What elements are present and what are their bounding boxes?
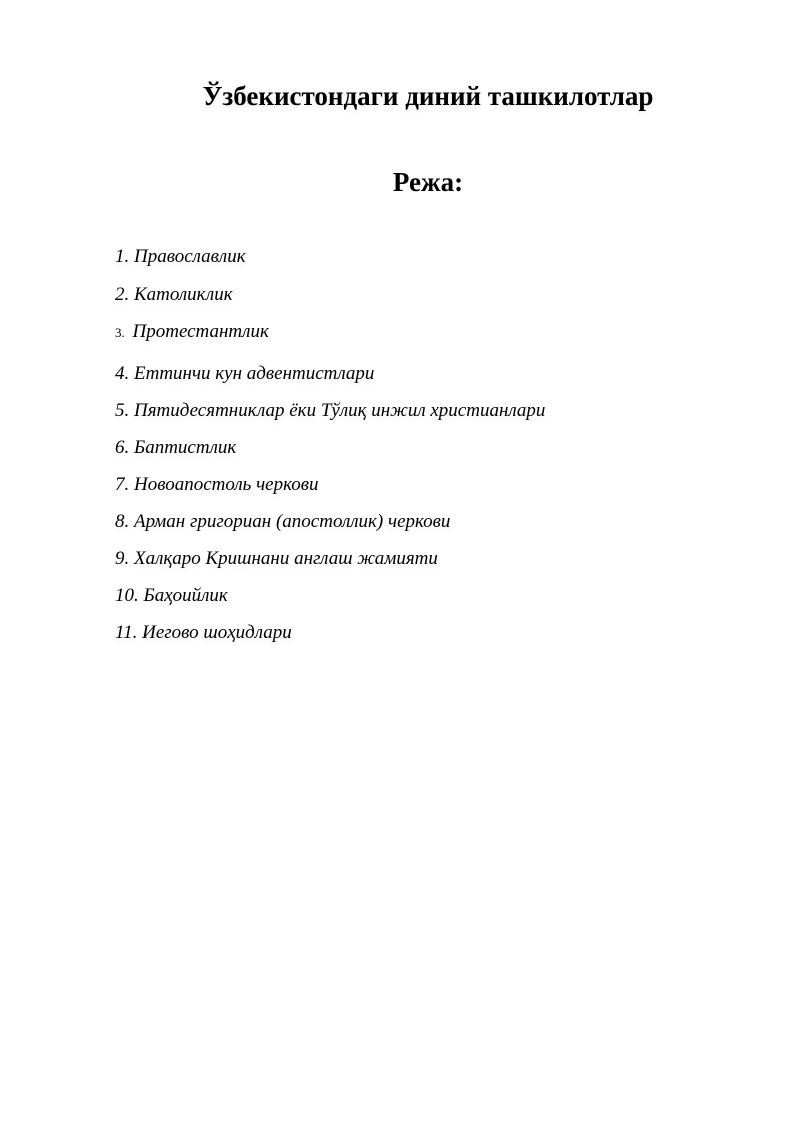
plan-item-text: Пятидесятниклар ёки Тўлиқ инжил христианлари <box>134 400 546 421</box>
plan-item-text: Баҳоийлик <box>143 585 228 606</box>
plan-item <box>115 583 228 609</box>
plan-item <box>115 244 246 270</box>
plan-item <box>115 509 450 535</box>
plan-item <box>115 282 233 308</box>
plan-item-number: 4. <box>115 363 130 384</box>
plan-item-text: Баптистлик <box>134 437 237 458</box>
plan-item-text: Протестантлик <box>132 321 269 342</box>
plan-item-text: Иегово шоҳидлари <box>142 622 292 643</box>
plan-item-number: 9. <box>115 548 130 569</box>
plan-item <box>115 620 292 646</box>
plan-item-text: Католиклик <box>134 284 233 305</box>
plan-item <box>115 319 269 346</box>
plan-item <box>115 546 438 572</box>
plan-heading: Режа: <box>392 167 464 197</box>
plan-item-number: 10. <box>115 585 139 606</box>
plan-item-text: Православлик <box>134 246 246 267</box>
plan-item <box>115 472 319 498</box>
plan-item-number: 2. <box>115 284 130 305</box>
plan-item-text: Новоапостоль черкови <box>134 474 319 495</box>
plan-item-number: 11. <box>115 622 138 643</box>
plan-item <box>115 435 236 461</box>
plan-item-number: 8. <box>115 511 130 532</box>
document-title: Ўзбекистондаги диний ташкилотлар <box>202 81 654 111</box>
plan-item <box>115 361 374 387</box>
plan-item-text: Арман григориан (апостоллик) черкови <box>134 511 451 532</box>
plan-item-number: 3. <box>115 325 125 340</box>
plan-item-number: 1. <box>115 246 130 267</box>
plan-item-number: 7. <box>115 474 130 495</box>
plan-item-text: Халқаро Кришнани англаш жамияти <box>134 548 438 569</box>
plan-item <box>115 398 545 424</box>
plan-item-number: 6. <box>115 437 130 458</box>
plan-item-number: 5. <box>115 400 130 421</box>
plan-item-text: Еттинчи кун адвентистлари <box>134 363 375 384</box>
